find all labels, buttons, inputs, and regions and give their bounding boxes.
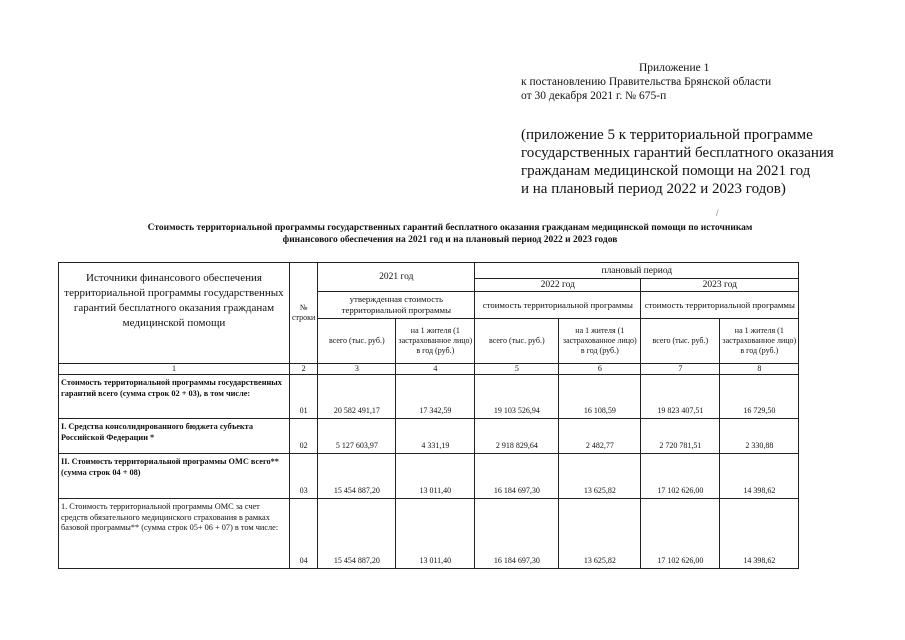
- value-2021-total: 20 582 491,17: [318, 375, 396, 419]
- row-code: 01: [290, 375, 318, 419]
- header-year-2023: 2023 год: [641, 279, 799, 292]
- header-year-2021: 2021 год: [318, 263, 475, 292]
- appendix-date-line: от 30 декабря 2021 г. № 675-п: [521, 90, 667, 102]
- value-2022-per-resident: 16 108,59: [559, 375, 641, 419]
- row-code: 02: [290, 419, 318, 454]
- column-number: 2: [290, 364, 318, 375]
- column-number: 4: [396, 364, 475, 375]
- value-2023-total: 2 720 781,51: [641, 419, 720, 454]
- value-2021-per-resident: 13 011,40: [396, 499, 475, 569]
- value-2022-per-resident: 13 625,82: [559, 499, 641, 569]
- document-title-line-2: финансового обеспечения на 2021 год и на плановый период 2022 и 2023 годов: [282, 235, 618, 245]
- table-row: [59, 419, 799, 454]
- value-2021-total: 15 454 887,20: [318, 454, 396, 499]
- value-2023-per-resident: 2 330,88: [720, 419, 799, 454]
- header-planned-period: плановый период: [475, 263, 799, 279]
- header-source: Источники финансового обеспечения территориальной программы государственных гарантий бесплатного оказания гражданам медицинской помощи: [59, 263, 290, 364]
- value-2022-total: 2 918 829,64: [475, 419, 559, 454]
- pen-mark: /: [716, 208, 719, 218]
- header-per-resident-2021: на 1 жителя (1 застрахованное лицо) в год (руб.): [396, 319, 475, 364]
- document-title-line-1: Стоимость территориальной программы государственных гарантий бесплатного оказания гражданам медицинской помощи по источникам: [147, 223, 753, 233]
- row-label: 1. Стоимость территориальной программы ОМС за счет средств обязательного медицинского страхования в рамках базовой программы** (сумма строк 05+ 06 + 07) в том числе:: [59, 499, 290, 569]
- appendix-header: [521, 61, 881, 103]
- program-note-line-4: и на плановый период 2022 и 2023 годов): [521, 181, 786, 197]
- value-2022-total: 16 184 697,30: [475, 454, 559, 499]
- value-2023-total: 17 102 626,00: [641, 454, 720, 499]
- value-2022-total: 19 103 526,94: [475, 375, 559, 419]
- column-number: 1: [59, 364, 290, 375]
- value-2021-per-resident: 4 331,19: [396, 419, 475, 454]
- value-2021-total: 15 454 887,20: [318, 499, 396, 569]
- value-2022-per-resident: 13 625,82: [559, 454, 641, 499]
- header-cost-2022: стоимость территориальной программы: [475, 292, 641, 319]
- header-total-2022: всего (тыс. руб.): [475, 319, 559, 364]
- value-2021-total: 5 127 603,97: [318, 419, 396, 454]
- header-row-number: № строки: [290, 263, 318, 364]
- column-number: 3: [318, 364, 396, 375]
- row-label: II. Стоимость территориальной программы ОМС всего** (сумма строк 04 + 08): [59, 454, 290, 499]
- value-2021-per-resident: 13 011,40: [396, 454, 475, 499]
- table-row: [59, 454, 799, 499]
- row-label: I. Средства консолидированного бюджета субъекта Российской Федерации *: [59, 419, 290, 454]
- value-2023-per-resident: 14 398,62: [720, 499, 799, 569]
- column-number: 7: [641, 364, 720, 375]
- value-2022-per-resident: 2 482,77: [559, 419, 641, 454]
- column-number: 6: [559, 364, 641, 375]
- appendix-title: Приложение 1: [639, 62, 710, 74]
- program-note: [521, 126, 881, 198]
- header-approved-cost: утвержденная стоимость территориальной программы: [318, 292, 475, 319]
- document-title: [70, 222, 830, 246]
- program-note-line-2: государственных гарантий бесплатного оказания: [521, 145, 834, 161]
- value-2023-total: 19 823 407,51: [641, 375, 720, 419]
- program-note-line-1: (приложение 5 к территориальной программе: [521, 127, 813, 143]
- header-total-2023: всего (тыс. руб.): [641, 319, 720, 364]
- column-number: 8: [720, 364, 799, 375]
- row-code: 04: [290, 499, 318, 569]
- financing-table: [58, 262, 799, 569]
- value-2023-per-resident: 14 398,62: [720, 454, 799, 499]
- value-2022-total: 16 184 697,30: [475, 499, 559, 569]
- header-per-resident-2022: на 1 жителя (1 застрахованное лицо) в год (руб.): [559, 319, 641, 364]
- column-number: 5: [475, 364, 559, 375]
- header-cost-2023: стоимость территориальной программы: [641, 292, 799, 319]
- header-year-2022: 2022 год: [475, 279, 641, 292]
- value-2023-total: 17 102 626,00: [641, 499, 720, 569]
- value-2023-per-resident: 16 729,50: [720, 375, 799, 419]
- table-row: [59, 375, 799, 419]
- appendix-decree-line: к постановлению Правительства Брянской области: [521, 76, 772, 88]
- column-number-row: [59, 364, 799, 375]
- header-total-2021: всего (тыс. руб.): [318, 319, 396, 364]
- program-note-line-3: гражданам медицинской помощи на 2021 год: [521, 163, 811, 179]
- header-per-resident-2023: на 1 жителя (1 застрахованное лицо) в год (руб.): [720, 319, 799, 364]
- row-code: 03: [290, 454, 318, 499]
- value-2021-per-resident: 17 342,59: [396, 375, 475, 419]
- row-label: Стоимость территориальной программы государственных гарантий всего (сумма строк 02 + 03), в том числе:: [59, 375, 290, 419]
- table-row: [59, 499, 799, 569]
